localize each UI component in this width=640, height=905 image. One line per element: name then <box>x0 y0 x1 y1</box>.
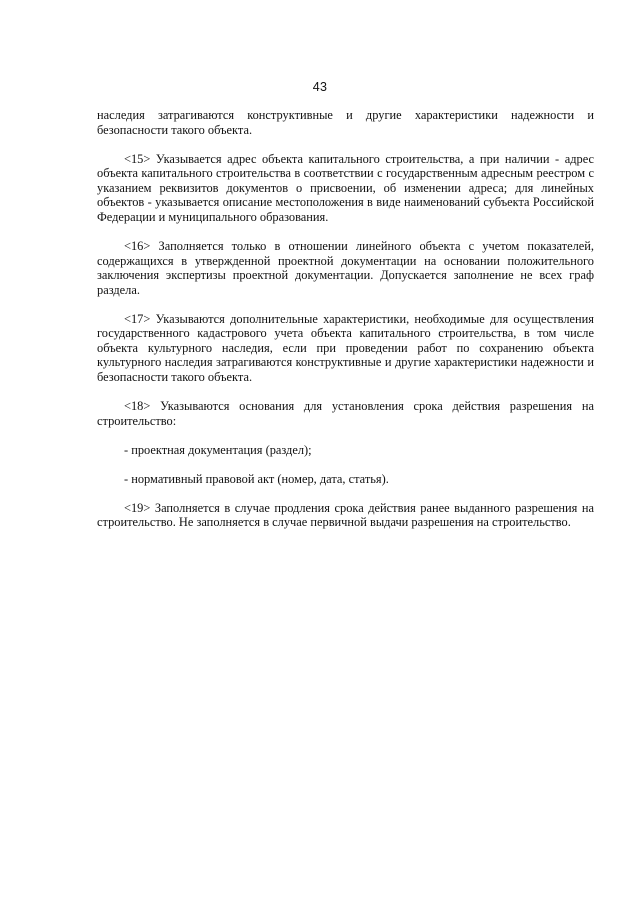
footnote-18: <18> Указываются основания для установления срока действия разрешения на строительство: <box>97 399 594 428</box>
document-body <box>97 108 594 544</box>
list-item-project-documentation: - проектная документация (раздел); <box>124 442 312 457</box>
paragraph-continuation: наследия затрагиваются конструктивные и другие характеристики надежности и безопасности такого объекта. <box>97 108 594 137</box>
footnote-19: <19> Заполняется в случае продления срока действия ранее выданного разрешения на строительство. Не заполняется в случае первичной выдачи разрешения на строительство. <box>97 500 594 530</box>
page-number: 43 <box>312 80 328 94</box>
footnote-15: <15> Указывается адрес объекта капитального строительства, а при наличии - адрес объекта капитального строительства в соответствии с государственным адресным реестром с указанием реквизитов документов о присвоении, об изменении адреса; для линейных объектов - указывается описание местоположения в виде наименований субъекта Российской Федерации и муниципального образования. <box>97 151 594 224</box>
footnote-17: <17> Указываются дополнительные характеристики, необходимые для осуществления государственного кадастрового учета объекта капитального строительства, в том числе объекта культурного наследия, если при проведении работ по сохранению объекта культурного наследия затрагиваются конструктивные и другие характеристики надежности и безопасности такого объекта. <box>97 311 594 385</box>
footnote-16: <16> Заполняется только в отношении линейного объекта с учетом показателей, содержащихся в утвержденной проектной документации на основании положительного заключения экспертизы проектной документации. Допускается заполнение не всех граф раздела. <box>97 238 594 297</box>
list-item-normative-act: - нормативный правовой акт (номер, дата, статья). <box>124 471 389 486</box>
